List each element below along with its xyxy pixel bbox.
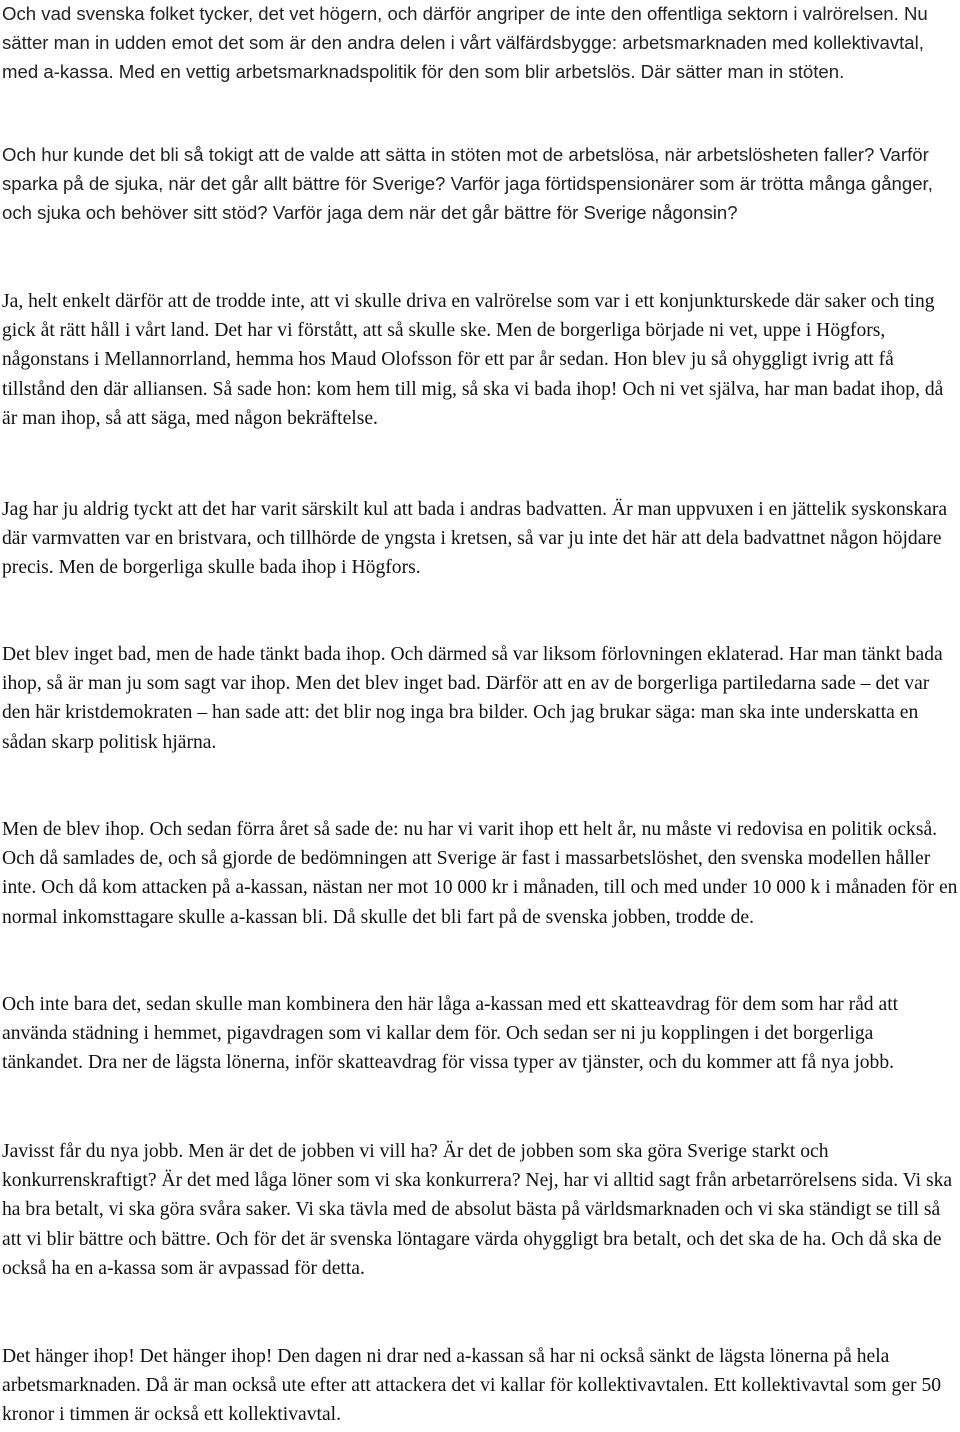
- paragraph-4-text: Jag har ju aldrig tyckt att det har varit särskilt kul att bada i andras badvatten. Är man uppvuxen i en jättelik syskonskara där varmvatten var en bristvara, och tillhörde de yngsta i kretsen, så var ju inte det här att dela badvattnet någon höjdare precis. Men de borgerliga skulle bada ihop i Högfors.: [2, 499, 948, 579]
- paragraph-8: [2, 1137, 958, 1283]
- paragraph-6-text: Men de blev ihop. Och sedan förra året så sade de: nu har vi varit ihop ett helt år, nu måste vi redovisa en politik också. Och då samlades de, och så gjorde de bedömningen att Sverige är fast i massarbetslöshet, den svenska modellen håller inte. Och då kom attacken på a-kassan, nästan ner mot 10 000 kr i månaden, till och med under 10 000 k i månaden för en normal inkomsttagare skulle a-kassan bli. Då skulle det bli fart på de svenska jobben, trodde de.: [2, 819, 958, 928]
- paragraph-2-text: Och hur kunde det bli så tokigt att de valde att sätta in stöten mot de arbetslösa, när arbetslösheten faller? Varför sparka på de sjuka, när det går allt bättre för Sverige? Varför jaga förtidspensionärer som är trötta många gånger, och sjuka och behöver sitt stöd? Varför jaga dem när det går bättre för Sverige någonsin?: [2, 144, 933, 224]
- paragraph-4: [2, 495, 958, 583]
- paragraph-3-text: Ja, helt enkelt därför att de trodde inte, att vi skulle driva en valrörelse som var i ett konjunkturskede där saker och ting gick åt rätt håll i vårt land. Det har vi förstått, att så skulle ske. Men de borgerliga började ni vet, uppe i Högfors, någonstans i Mellannorrland, hemma hos Maud Olofsson för ett par år sedan. Hon blev ju så ohyggligt ivrig att få tillstånd den där alliansen. Så sade hon: kom hem till mig, så ska vi bada ihop! Och ni vet själva, har man badat ihop, då är man ihop, så att säga, med någon bekräftelse.: [2, 291, 944, 429]
- paragraph-3: [2, 287, 958, 433]
- paragraph-9-text: Det hänger ihop! Det hänger ihop! Den dagen ni drar ned a-kassan så har ni också sänkt de lägsta lönerna på hela arbetsmarknaden. Då är man också ute efter att attackera det vi kallar för kollektivavtalen. Ett kollektivavtal som ger 50 kronor i timmen är också ett kollektivavtal.: [2, 1346, 942, 1426]
- paragraph-9: [2, 1342, 958, 1430]
- paragraph-2: [2, 140, 958, 228]
- paragraph-6: [2, 815, 958, 932]
- paragraph-1: [2, 0, 958, 87]
- paragraph-5-text: Det blev inget bad, men de hade tänkt bada ihop. Och därmed så var liksom förlovningen eklaterad. Har man tänkt bada ihop, så är man ju som sagt var ihop. Men det blev inget bad. Därför att en av de borgerliga partiledarna sade – det var den här kristdemokraten – han sade att: det blir nog inga bra bilder. Och jag brukar säga: man ska inte underskatta en sådan skarp politisk hjärna.: [2, 644, 943, 753]
- paragraph-7: [2, 990, 958, 1078]
- paragraph-8-text: Javisst får du nya jobb. Men är det de jobben vi vill ha? Är det de jobben som ska göra Sverige starkt och konkurrenskraftigt? Är det med låga löner som vi ska konkurrera? Nej, har vi alltid sagt från arbetarrörelsens sida. Vi ska ha bra betalt, vi ska göra svåra saker. Vi ska tävla med de absolut bästa på världsmarknaden och vi ska ständigt se till så att vi blir bättre och bättre. Och för det är svenska löntagare värda ohyggligt bra betalt, och det ska de ha. Och då ska de också ha en a-kassa som är avpassad för detta.: [2, 1141, 953, 1279]
- paragraph-5: [2, 640, 958, 757]
- paragraph-7-text: Och inte bara det, sedan skulle man kombinera den här låga a-kassan med ett skatteavdrag för dem som har råd att använda städning i hemmet, pigavdragen som vi kallar dem för. Och sedan ser ni ju kopplingen i det borgerliga tänkandet. Dra ner de lägsta lönerna, inför skatteavdrag för vissa typer av tjänster, och du kommer att få nya jobb.: [2, 994, 899, 1074]
- paragraph-1-text: Och vad svenska folket tycker, det vet högern, och därför angriper de inte den offentliga sektorn i valrörelsen. Nu sätter man in udden emot det som är den andra delen i vårt välfärdsbygge: arbetsmarknaden med kollektivavtal, med a-kassa. Med en vettig arbetsmarknadspolitik för den som blir arbetslös. Där sätter man in stöten.: [2, 3, 928, 83]
